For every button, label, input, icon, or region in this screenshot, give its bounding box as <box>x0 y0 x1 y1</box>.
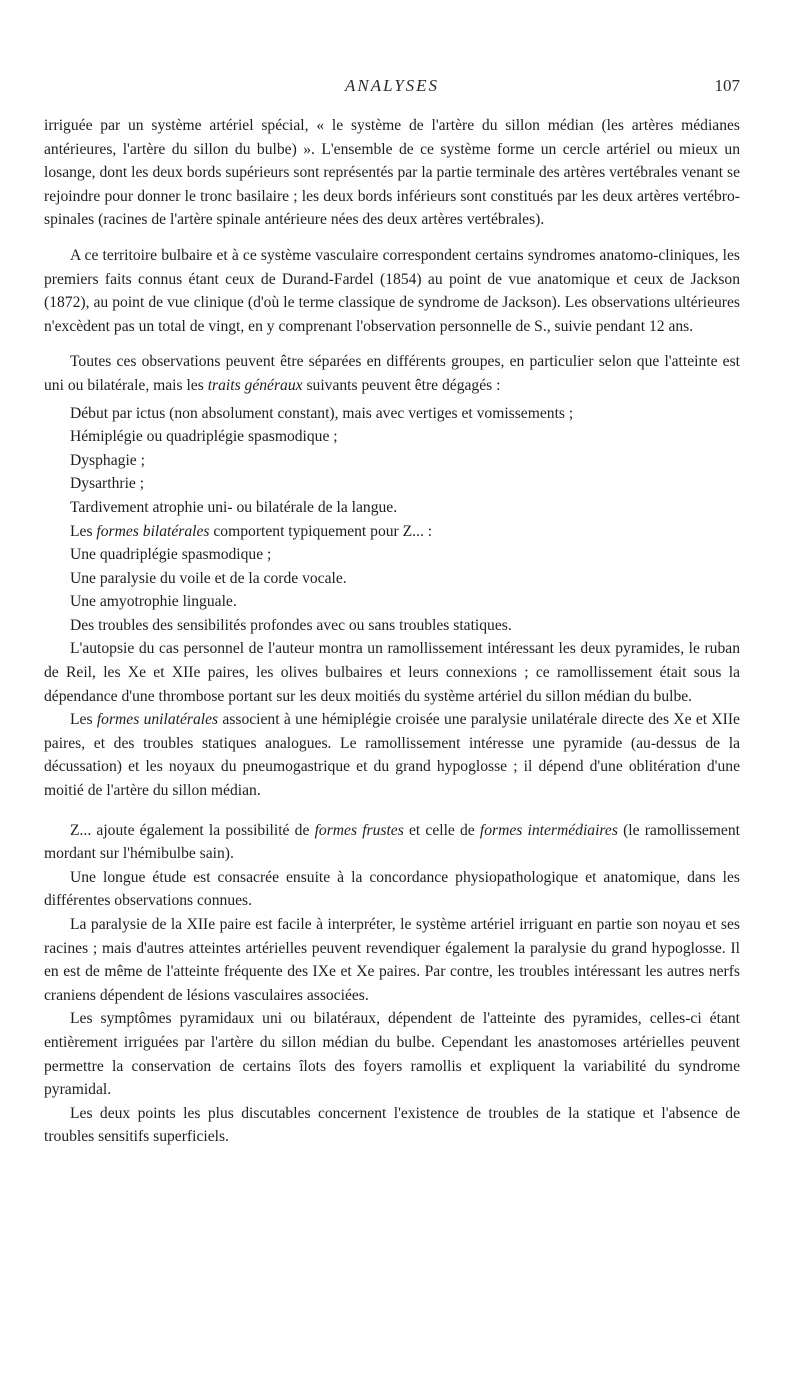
paragraph: Les deux points les plus discutables concernent l'existence de troubles de la statique et l'absence de troubles sensitifs superficiels. <box>44 1104 740 1146</box>
list-item: Hémiplégie ou quadriplégie spasmodique ; <box>70 428 338 446</box>
paragraph: A ce territoire bulbaire et à ce système vasculaire correspondent certains syndromes anatomo-cliniques, les premiers faits connus étant ceux de Durand-Fardel (1854) au point de vue anatomique et ceux de Jackson (1872), au point de vue clinique (d'où le terme classique de syndrome de Jackson). Les observations ultérieures n'excèdent pas un total de vingt, en y comprenant l'observation personnelle de S., suivie pendant 12 ans. <box>44 246 740 335</box>
list-item: Début par ictus (non absolument constant), mais avec vertiges et vomissements ; <box>70 404 574 422</box>
emphasis: formes intermédiaires <box>479 821 618 839</box>
list-item: Une amyotrophie linguale. <box>70 593 237 611</box>
paragraph: irriguée par un système artériel spécial, « le système de l'artère du sillon médian (les artères médianes antérieures, l'artère du sillon du bulbe) ». L'ensemble de ce système forme un cercle artériel ou mieux un losange, dont les deux bords supérieurs sont représentés par la partie terminale des artères vertébrales venant se rejoindre pour donner le tronc basilaire ; les deux bords inférieurs sont constitués par les deux artères vertébro-spinales (racines de l'artère spinale antérieure nées des deux artères vertébrales). <box>44 117 740 229</box>
emphasis: formes frustes <box>314 821 404 839</box>
emphasis: formes bilatérales <box>96 522 210 540</box>
paragraph <box>44 819 740 866</box>
text-run: associent à une hémiplégie croisée une paralysie unilatérale directe des Xe et XIIe paires, et des troubles statiques analogues. Le ramollissement intéresse une pyramide (au-dessus de la décussation) et les noyaux du pneumogastrique et du grand hypoglosse ; il dépend d'une oblitération d'une moitié de l'artère du sillon médian. <box>44 711 740 800</box>
paragraph <box>44 520 740 544</box>
list-item: Tardivement atrophie uni- ou bilatérale de la langue. <box>70 498 398 516</box>
running-title: ANALYSES <box>344 76 440 95</box>
emphasis: traits généraux <box>207 376 303 394</box>
paragraph: L'autopsie du cas personnel de l'auteur montra un ramollissement intéressant les deux pyramides, le ruban de Reil, les Xe et XIIe paires, les olives bulbaires et leurs connexions ; ce ramollissement était sous la dépendance d'une thrombose portant sur les deux moitiés du système artériel du sillon médian du bulbe. <box>44 640 740 705</box>
text-run: (le ramollissement mordant sur l'hémibulbe sain). <box>44 821 740 863</box>
text-run: Les <box>70 522 97 540</box>
text-run: Toutes ces observations peuvent être séparées en différents groupes, en particulier selon que l'atteinte est uni ou bilatérale, mais les <box>44 353 740 394</box>
article-body <box>44 114 740 1149</box>
text-run: comportent typiquement pour Z... : <box>209 522 433 540</box>
page-header <box>44 76 740 100</box>
emphasis: formes unilatérales <box>96 711 219 729</box>
paragraph: Une longue étude est consacrée ensuite à la concordance physiopathologique et anatomique, dans les différentes observations connues. <box>44 868 740 910</box>
text-run: suivants peuvent être dégagés : <box>302 376 501 394</box>
text-run: Z... ajoute également la possibilité de <box>70 821 315 839</box>
paragraph: La paralysie de la XIIe paire est facile à interpréter, le système artériel irriguant en partie son noyau et ses racines ; mais d'autres atteintes artérielles peuvent revendiquer également la paralysie du grand hypoglosse. Il en est de même de l'atteinte fréquente des IXe et Xe paires. Par contre, les troubles intéressant les autres nerfs craniens dépendent de lésions vasculaires associées. <box>44 916 740 1004</box>
text-run: et celle de <box>403 821 480 839</box>
list-item: Dysarthrie ; <box>70 475 145 493</box>
list-item: Une paralysie du voile et de la corde vocale. <box>70 569 347 587</box>
paragraph <box>44 708 740 802</box>
paragraph: Les symptômes pyramidaux uni ou bilatéraux, dépendent de l'atteinte des pyramides, celles-ci étant entièrement irriguées par l'artère du sillon médian du bulbe. Cependant les anastomoses artérielles peuvent permettre la conservation de certains îlots des foyers ramollis et expliquent la variabilité du syndrome pyramidal. <box>44 1010 740 1099</box>
text-run: Les <box>70 711 97 729</box>
paragraph <box>44 350 740 397</box>
page-number: 107 <box>714 76 740 95</box>
list-item: Une quadriplégie spasmodique ; <box>70 546 272 564</box>
list-item: Des troubles des sensibilités profondes avec ou sans troubles statiques. <box>70 616 512 634</box>
list-item: Dysphagie ; <box>70 451 145 469</box>
